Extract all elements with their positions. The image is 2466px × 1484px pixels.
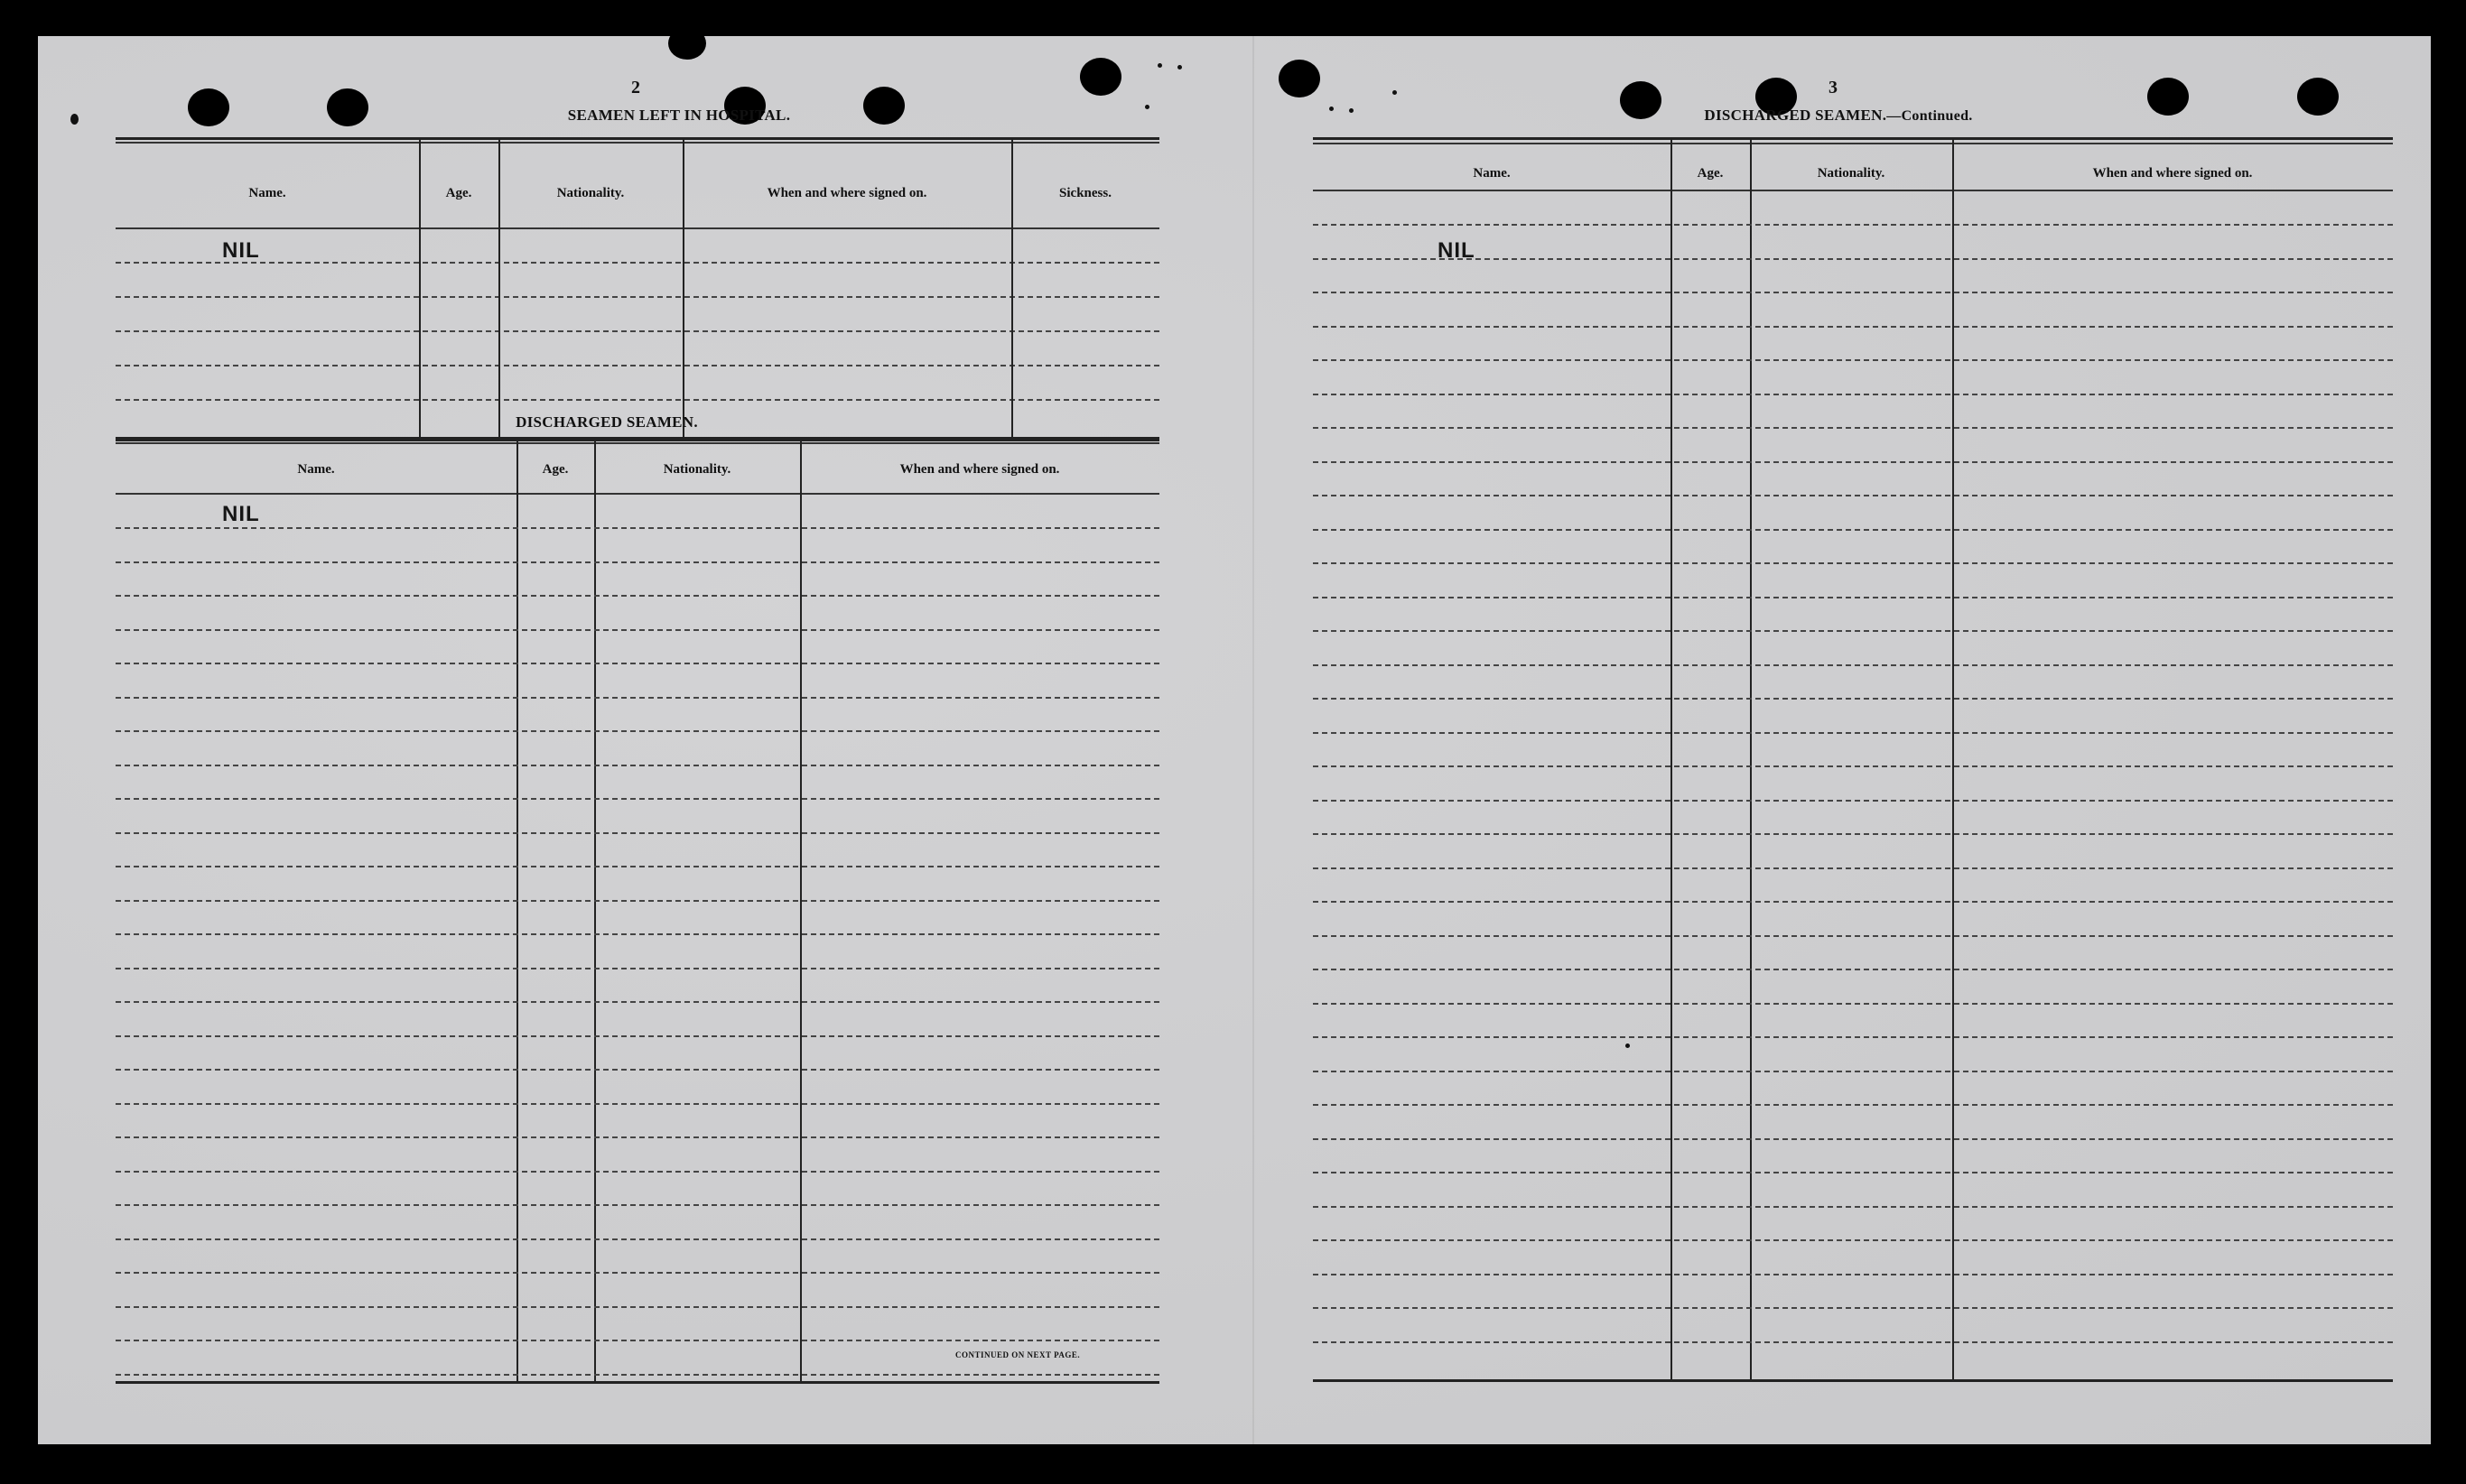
header-name: Name.: [1473, 166, 1511, 181]
dashed-rule: [116, 697, 1159, 699]
dashed-rule: [1313, 1138, 2393, 1140]
dashed-rule: [116, 1069, 1159, 1071]
page-fold: [1252, 36, 1254, 1444]
dashed-rule: [116, 1103, 1159, 1105]
discharged-table-left: [116, 437, 1159, 1390]
dashed-rule: [1313, 969, 2393, 970]
table-rule: [116, 330, 1159, 332]
dashed-rule: [116, 663, 1159, 664]
column-divider: [1011, 137, 1013, 439]
dashed-rule: [116, 1035, 1159, 1037]
discharged-table-right: [1313, 137, 2393, 1383]
dashed-rule: [1313, 1206, 2393, 1208]
dashed-rule: [1313, 562, 2393, 564]
header-signed-on: When and where signed on.: [767, 186, 927, 200]
column-divider: [498, 137, 500, 439]
table-rule: [116, 262, 1159, 264]
dashed-rule: [116, 1238, 1159, 1240]
dashed-rule: [1313, 427, 2393, 429]
dashed-rule: [1313, 901, 2393, 903]
dashed-rule: [1313, 630, 2393, 632]
dashed-rule: [116, 595, 1159, 597]
discharged-section-title: DISCHARGED SEAMEN.: [516, 413, 698, 431]
dashed-rule: [116, 1374, 1159, 1376]
dashed-rule: [116, 1001, 1159, 1003]
table-rule: [116, 442, 1159, 444]
dashed-rule: [116, 798, 1159, 800]
table-rule: [116, 1381, 1159, 1384]
dashed-rule: [1313, 1341, 2393, 1343]
dashed-rule: [1313, 224, 2393, 226]
dashed-rule: [116, 1340, 1159, 1341]
dashed-rule: [116, 1171, 1159, 1173]
header-name: Name.: [297, 462, 335, 477]
table-rule: [1313, 190, 2393, 191]
dashed-rule: [1313, 664, 2393, 666]
ink-speck: [1158, 63, 1162, 68]
punch-hole: [1279, 60, 1320, 97]
header-nationality: Nationality.: [1817, 166, 1885, 181]
header-nationality: Nationality.: [556, 186, 625, 200]
discharged-continued-title-main: DISCHARGED SEAMEN.: [1704, 107, 1887, 124]
header-signed-on: When and where signed on.: [2092, 166, 2253, 181]
dashed-rule: [116, 900, 1159, 902]
table-rule: [116, 137, 1159, 140]
ink-speck: [1349, 108, 1354, 113]
dashed-rule: [1313, 1104, 2393, 1106]
dashed-rule: [1313, 833, 2393, 835]
dashed-rule: [1313, 698, 2393, 700]
table-rule: [1313, 143, 2393, 144]
discharged-continued-title-suffix: —Continued.: [1886, 108, 1973, 124]
dashed-rule: [1313, 800, 2393, 802]
table-rule: [1313, 137, 2393, 140]
dashed-rule: [116, 1306, 1159, 1308]
table-rule: [116, 437, 1159, 440]
dashed-rule: [1313, 597, 2393, 598]
dashed-rule: [1313, 765, 2393, 767]
dashed-rule: [1313, 495, 2393, 496]
dashed-rule: [1313, 1239, 2393, 1241]
header-age: Age.: [445, 186, 472, 200]
dashed-rule: [116, 933, 1159, 935]
punch-hole: [863, 87, 905, 125]
punch-hole: [2297, 78, 2339, 116]
table-rule: [116, 365, 1159, 366]
dashed-rule: [1313, 1003, 2393, 1005]
column-divider: [1952, 137, 1954, 1379]
header-age: Age.: [542, 462, 569, 477]
dashed-rule: [1313, 326, 2393, 328]
page-number-right: 3: [1829, 78, 1838, 97]
dashed-rule: [1313, 258, 2393, 260]
dashed-rule: [116, 629, 1159, 631]
dashed-rule: [116, 527, 1159, 529]
discharged-continued-title: [1649, 107, 2028, 125]
dashed-rule: [1313, 1071, 2393, 1072]
hospital-entry-nil: NIL: [222, 238, 260, 263]
header-sickness: Sickness.: [1059, 186, 1112, 200]
ink-speck: [1177, 65, 1182, 70]
dashed-rule: [116, 561, 1159, 563]
column-divider: [1670, 137, 1672, 1379]
discharged-entry-nil: NIL: [222, 502, 260, 526]
header-nationality: Nationality.: [663, 462, 731, 477]
dashed-rule: [116, 730, 1159, 732]
header-name: Name.: [248, 186, 286, 200]
punch-hole: [1080, 58, 1121, 96]
hospital-section-title: SEAMEN LEFT IN HOSPITAL.: [567, 107, 791, 124]
column-divider: [683, 137, 684, 439]
ink-speck: [70, 114, 79, 125]
punch-hole: [188, 88, 229, 126]
dashed-rule: [116, 765, 1159, 766]
hospital-table: [116, 137, 1159, 444]
header-signed-on: When and where signed on.: [899, 462, 1060, 477]
table-rule: [116, 227, 1159, 229]
discharged-continued-entry-nil: NIL: [1438, 238, 1475, 263]
dashed-rule: [116, 1204, 1159, 1206]
punch-hole: [327, 88, 368, 126]
dashed-rule: [1313, 867, 2393, 869]
dashed-rule: [1313, 935, 2393, 937]
dashed-rule: [116, 866, 1159, 867]
dashed-rule: [1313, 292, 2393, 293]
table-rule: [1313, 1379, 2393, 1382]
dashed-rule: [1313, 1172, 2393, 1173]
dashed-rule: [1313, 1307, 2393, 1309]
ink-speck: [1145, 105, 1149, 109]
table-rule: [116, 296, 1159, 298]
header-age: Age.: [1697, 166, 1724, 181]
ink-speck: [1392, 90, 1397, 95]
column-divider: [1750, 137, 1752, 1379]
ink-speck: [1329, 107, 1334, 111]
dashed-rule: [1313, 1036, 2393, 1038]
page-number-left: 2: [631, 78, 640, 97]
table-rule: [116, 142, 1159, 144]
punch-hole: [668, 27, 706, 60]
dashed-rule: [116, 968, 1159, 969]
dashed-rule: [1313, 359, 2393, 361]
dashed-rule: [1313, 732, 2393, 734]
column-divider: [419, 137, 421, 439]
dashed-rule: [1313, 394, 2393, 395]
table-rule: [116, 399, 1159, 401]
continued-footer: CONTINUED ON NEXT PAGE.: [955, 1350, 1081, 1359]
dashed-rule: [116, 1272, 1159, 1274]
dashed-rule: [116, 832, 1159, 834]
manifest-sheet: [38, 36, 2431, 1444]
punch-hole: [2147, 78, 2189, 116]
dashed-rule: [1313, 461, 2393, 463]
table-rule: [116, 493, 1159, 495]
dashed-rule: [1313, 529, 2393, 531]
dashed-rule: [116, 1136, 1159, 1138]
dashed-rule: [1313, 1274, 2393, 1275]
